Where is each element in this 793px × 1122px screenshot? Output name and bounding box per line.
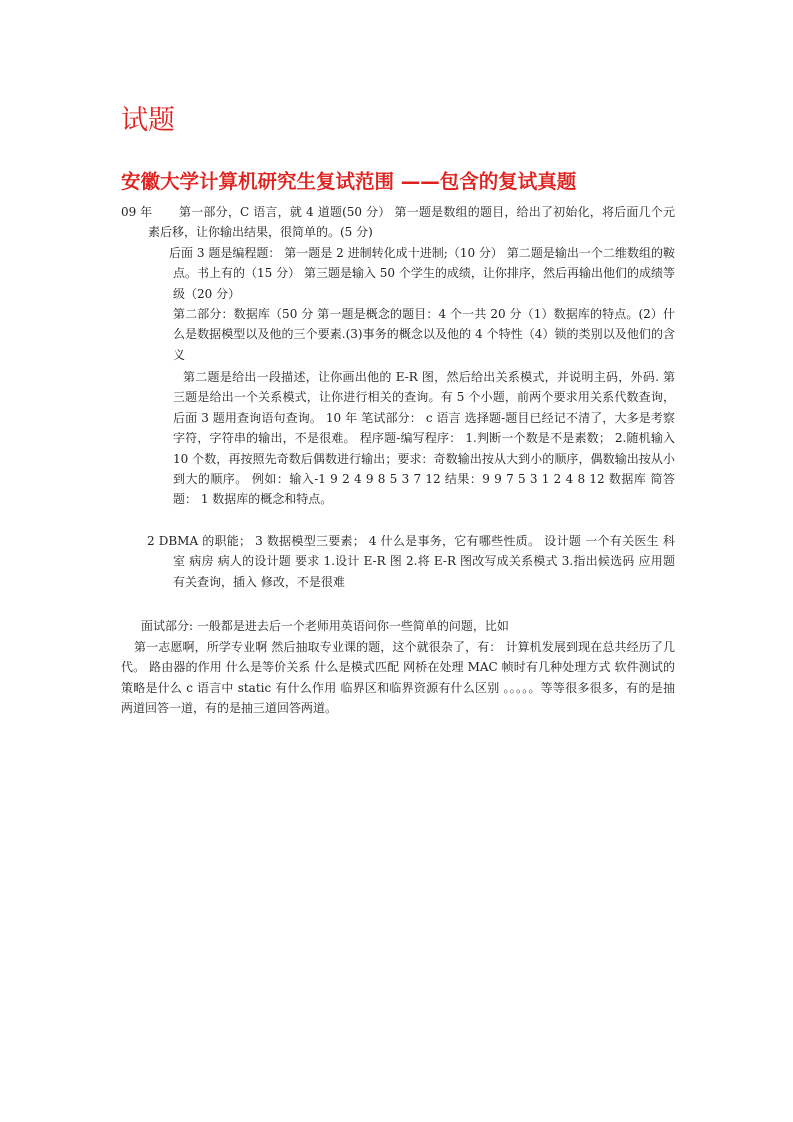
document-title: 试题: [121, 105, 175, 136]
paragraph-er-diagram: 第二题是给出一段描述，让你画出他的 E-R 图，然后给出关系模式，并说明主码，外码. 第三题是给出一个关系模式，让你进行相关的查询。有 5 个小题，前两个要求用关系代数查询，后面 3 题用查询语句查询。 10 年 笔试部分： c 语言 选择题-题目已经记不清了，大多是考察字符，字符串的输出，不是很难。 程序题-编写程序： 1.判断一个数是不是素数； 2.随机输入 10 个数，再按照先奇数后偶数进行输出；要求：奇数输出按从大到小的顺序，偶数输出按从小到大的顺序。 例如：输入-1 9 2 4 9 8 5 3 7 12 结果：9 9 7 5 3 1 2 4 8 12 数据库 简答题： 1 数据库的概念和特点。: [173, 370, 675, 507]
paragraph-interview-intro: 面试部分: 一般都是进去后一个老师用英语问你一些简单的问题，比如: [141, 619, 509, 633]
paragraph-c-language: 第一部分，C 语言，就 4 道题(50 分） 第一题是数组的题目，给出了初始化，将后面几个元素后移，让你输出结果，很简单的。(5 分): [148, 205, 675, 240]
year-label: 09 年: [121, 205, 153, 219]
document-heading: 安徽大学计算机研究生复试范围 ——包含的复试真题: [121, 170, 577, 193]
paragraph-database: 第二部分：数据库（50 分 第一题是概念的题目：4 个一共 20 分（1）数据库的特点。(2）什么是数据模型以及他的三个要素.(3)事务的概念以及他的 4 个特性（4）锁的类别以及他们的含义: [173, 307, 675, 362]
paragraph-programming: 后面 3 题是编程题： 第一题是 2 进制转化成十进制;（10 分） 第二题是输出一个二维数组的鞍点。书上有的（15 分） 第三题是输入 50 个学生的成绩，让你排序，然后再输出他们的成绩等级（20 分）: [169, 246, 675, 301]
paragraph-dbma: 2 DBMA 的职能； 3 数据模型三要素； 4 什么是事务，它有哪些性质。 设计题 一个有关医生 科室 病房 病人的设计题 要求 1.设计 E-R 图 2.将 E-R 图改写成关系模式 3.指出候选码 应用题 有关查询，插入 修改，不是很难: [147, 534, 675, 589]
paragraph-interview-questions: 第一志愿啊，所学专业啊 然后抽取专业课的题，这个就很杂了，有： 计算机发展到现在总共经历了几代。 路由器的作用 什么是等价关系 什么是模式匹配 网桥在处理 MAC 帧时有几种处理方式 软件测试的策略是什么 c 语言中 static 有什么作用 临界区和临界资源有什么区别 。。。。。等等很多很多，有的是抽两道回答一道，有的是抽三道回答两道。: [121, 640, 675, 716]
